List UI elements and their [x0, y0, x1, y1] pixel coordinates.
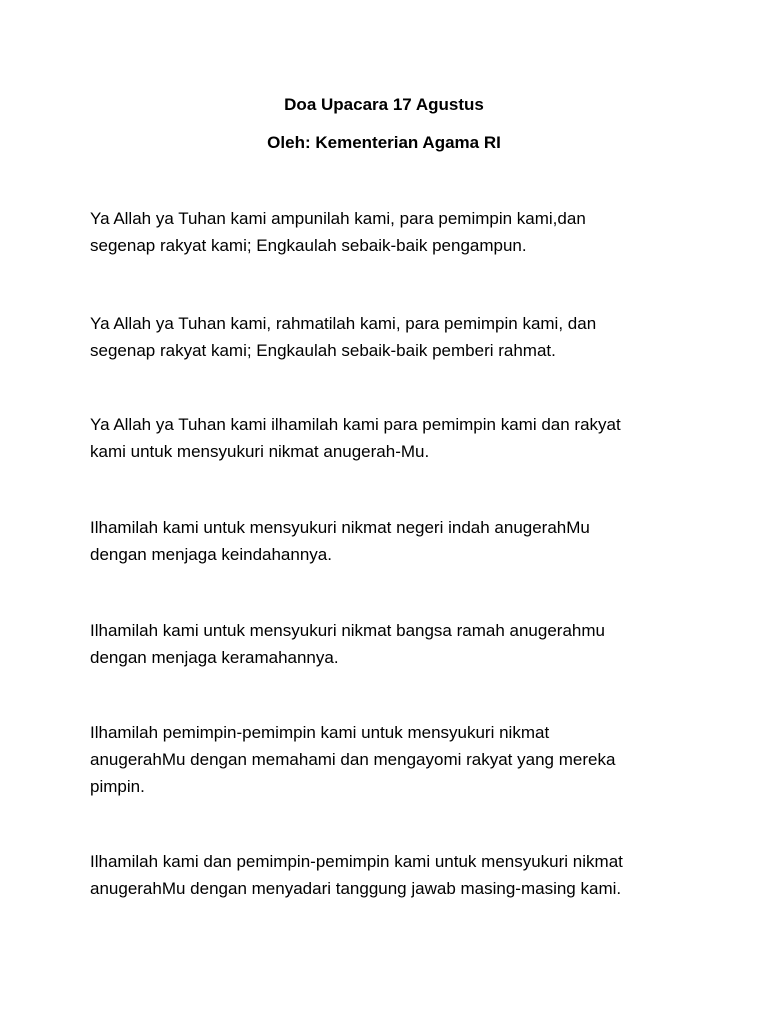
paragraph-line: Ilhamilah pemimpin-pemimpin kami untuk mensyukuri nikmat [90, 723, 550, 742]
paragraph-line: dengan menjaga keindahannya. [90, 545, 332, 564]
document-subtitle: Oleh: Kementerian Agama RI [267, 133, 501, 152]
paragraph-line: segenap rakyat kami; Engkaulah sebaik-baik pengampun. [90, 236, 527, 255]
prayer-paragraph-1 [90, 205, 690, 259]
paragraph-line: dengan menjaga keramahannya. [90, 648, 339, 667]
prayer-paragraph-5 [90, 617, 690, 671]
paragraph-line: Ilhamilah kami dan pemimpin-pemimpin kami untuk mensyukuri nikmat [90, 852, 623, 871]
prayer-paragraph-4 [90, 514, 690, 568]
document-title: Doa Upacara 17 Agustus [284, 95, 484, 114]
paragraph-line: kami untuk mensyukuri nikmat anugerah-Mu. [90, 442, 430, 461]
paragraph-line: Ilhamilah kami untuk mensyukuri nikmat negeri indah anugerahMu [90, 518, 590, 537]
prayer-paragraph-6 [90, 719, 690, 800]
paragraph-line: Ya Allah ya Tuhan kami, rahmatilah kami, para pemimpin kami, dan [90, 314, 597, 333]
paragraph-line: segenap rakyat kami; Engkaulah sebaik-baik pemberi rahmat. [90, 341, 556, 360]
paragraph-line: pimpin. [90, 777, 145, 796]
paragraph-line: Ya Allah ya Tuhan kami ampunilah kami, para pemimpin kami,dan [90, 209, 586, 228]
prayer-paragraph-7 [90, 848, 690, 902]
paragraph-line: anugerahMu dengan menyadari tanggung jawab masing-masing kami. [90, 879, 622, 898]
paragraph-line: Ya Allah ya Tuhan kami ilhamilah kami para pemimpin kami dan rakyat [90, 415, 621, 434]
prayer-paragraph-2 [90, 310, 690, 364]
paragraph-line: Ilhamilah kami untuk mensyukuri nikmat bangsa ramah anugerahmu [90, 621, 605, 640]
paragraph-line: anugerahMu dengan memahami dan mengayomi rakyat yang mereka [90, 750, 616, 769]
prayer-paragraph-3 [90, 411, 690, 465]
